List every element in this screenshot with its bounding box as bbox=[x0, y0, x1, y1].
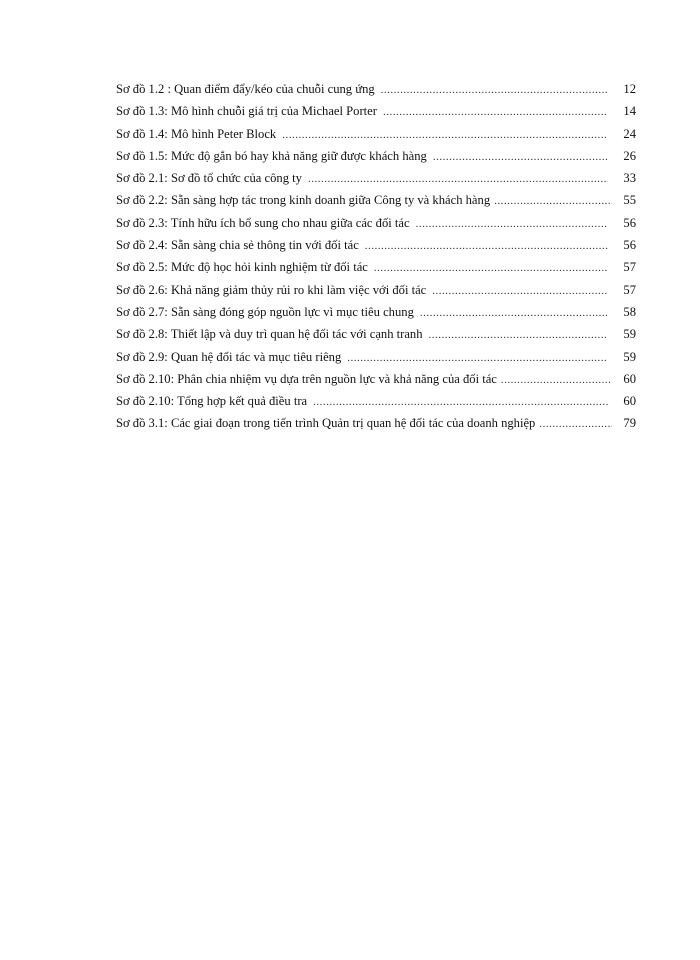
dot-leader bbox=[420, 302, 608, 324]
toc-entry-page: 57 bbox=[623, 282, 636, 297]
toc-entry[interactable] bbox=[116, 256, 636, 278]
toc-entry-page: 26 bbox=[623, 148, 636, 163]
toc-entry-label: Sơ đồ 2.4: Sẵn sàng chia sẻ thông tin với đối tác bbox=[116, 238, 359, 253]
toc-entry[interactable] bbox=[116, 368, 636, 390]
toc-entry-page: 79 bbox=[623, 416, 636, 431]
toc-entry[interactable] bbox=[116, 167, 636, 189]
dot-leader bbox=[374, 257, 608, 279]
toc-entry[interactable] bbox=[116, 145, 636, 167]
toc-entry-page: 59 bbox=[623, 349, 636, 364]
toc-entry-label: Sơ đồ 2.8: Thiết lập và duy trì quan hệ đối tác với cạnh tranh bbox=[116, 327, 423, 342]
toc-entry[interactable] bbox=[116, 279, 636, 301]
dot-leader bbox=[501, 369, 612, 391]
toc-entry-label: Sơ đồ 2.5: Mức độ học hỏi kinh nghiệm từ đối tác bbox=[116, 260, 368, 275]
dot-leader bbox=[416, 213, 608, 235]
toc-entry[interactable] bbox=[116, 189, 636, 211]
toc-entry-page: 14 bbox=[623, 104, 636, 119]
toc-entry-label: Sơ đồ 2.10: Phân chia nhiệm vụ dựa trên nguồn lực và khả năng của đối tác bbox=[116, 371, 497, 386]
toc-entry[interactable] bbox=[116, 412, 636, 434]
toc-entry-label: Sơ đồ 2.1: Sơ đồ tổ chức của công ty bbox=[116, 171, 302, 186]
toc-entry[interactable] bbox=[116, 78, 636, 100]
toc-entry-label: Sơ đồ 2.7: Sẵn sàng đóng góp nguồn lực vì mục tiêu chung bbox=[116, 304, 414, 319]
toc-entry-label: Sơ đồ 2.2: Sẵn sàng hợp tác trong kinh doanh giữa Công ty và khách hàng bbox=[116, 193, 491, 208]
dot-leader bbox=[313, 391, 608, 413]
toc-entry-label: Sơ đồ 2.10: Tổng hợp kết quả điều tra bbox=[116, 394, 308, 409]
toc-entry-page: 56 bbox=[623, 215, 636, 230]
toc-entry-page: 24 bbox=[623, 126, 636, 141]
toc-entry-label: Sơ đồ 2.9: Quan hệ đối tác và mục tiêu riêng bbox=[116, 349, 342, 364]
toc-entry[interactable] bbox=[116, 346, 636, 368]
toc-entry-label: Sơ đồ 2.3: Tính hữu ích bổ sung cho nhau giữa các đối tác bbox=[116, 215, 410, 230]
toc-entry-page: 58 bbox=[623, 304, 636, 319]
toc-entry-page: 55 bbox=[623, 193, 636, 208]
dot-leader bbox=[429, 324, 608, 346]
table-of-figures bbox=[116, 78, 636, 435]
toc-entry-label: Sơ đồ 1.2 : Quan điểm đẩy/kéo của chuỗi cung ứng bbox=[116, 82, 375, 96]
dot-leader bbox=[282, 124, 608, 146]
dot-leader bbox=[381, 79, 608, 101]
dot-leader bbox=[539, 413, 612, 435]
toc-entry-page: 60 bbox=[623, 371, 636, 386]
dot-leader bbox=[383, 101, 608, 123]
toc-entry[interactable] bbox=[116, 234, 636, 256]
toc-entry-label: Sơ đồ 3.1: Các giai đoạn trong tiến trình Quản trị quan hệ đối tác của doanh nghiệp bbox=[116, 416, 536, 431]
toc-entry[interactable] bbox=[116, 390, 636, 412]
dot-leader bbox=[308, 168, 608, 190]
toc-entry-label: Sơ đồ 1.3: Mô hình chuỗi giá trị của Michael Porter bbox=[116, 104, 377, 119]
toc-entry-label: Sơ đồ 2.6: Khả năng giảm thủy rủi ro khi làm việc với đối tác bbox=[116, 282, 427, 297]
toc-entry-page: 33 bbox=[623, 171, 636, 186]
toc-entry[interactable] bbox=[116, 323, 636, 345]
toc-entry-page: 12 bbox=[623, 82, 636, 96]
toc-entry-label: Sơ đồ 1.4: Mô hình Peter Block bbox=[116, 126, 277, 141]
toc-entry-page: 60 bbox=[623, 394, 636, 409]
dot-leader bbox=[433, 146, 608, 168]
dot-leader bbox=[494, 190, 612, 212]
toc-entry-page: 57 bbox=[623, 260, 636, 275]
dot-leader bbox=[432, 280, 608, 302]
toc-entry-page: 56 bbox=[623, 238, 636, 253]
toc-entry[interactable] bbox=[116, 123, 636, 145]
toc-entry[interactable] bbox=[116, 301, 636, 323]
dot-leader bbox=[347, 347, 608, 369]
toc-entry-label: Sơ đồ 1.5: Mức độ gắn bó hay khả năng giữ được khách hàng bbox=[116, 148, 427, 163]
toc-entry[interactable] bbox=[116, 100, 636, 122]
toc-entry-page: 59 bbox=[623, 327, 636, 342]
dot-leader bbox=[365, 235, 608, 257]
toc-entry[interactable] bbox=[116, 212, 636, 234]
